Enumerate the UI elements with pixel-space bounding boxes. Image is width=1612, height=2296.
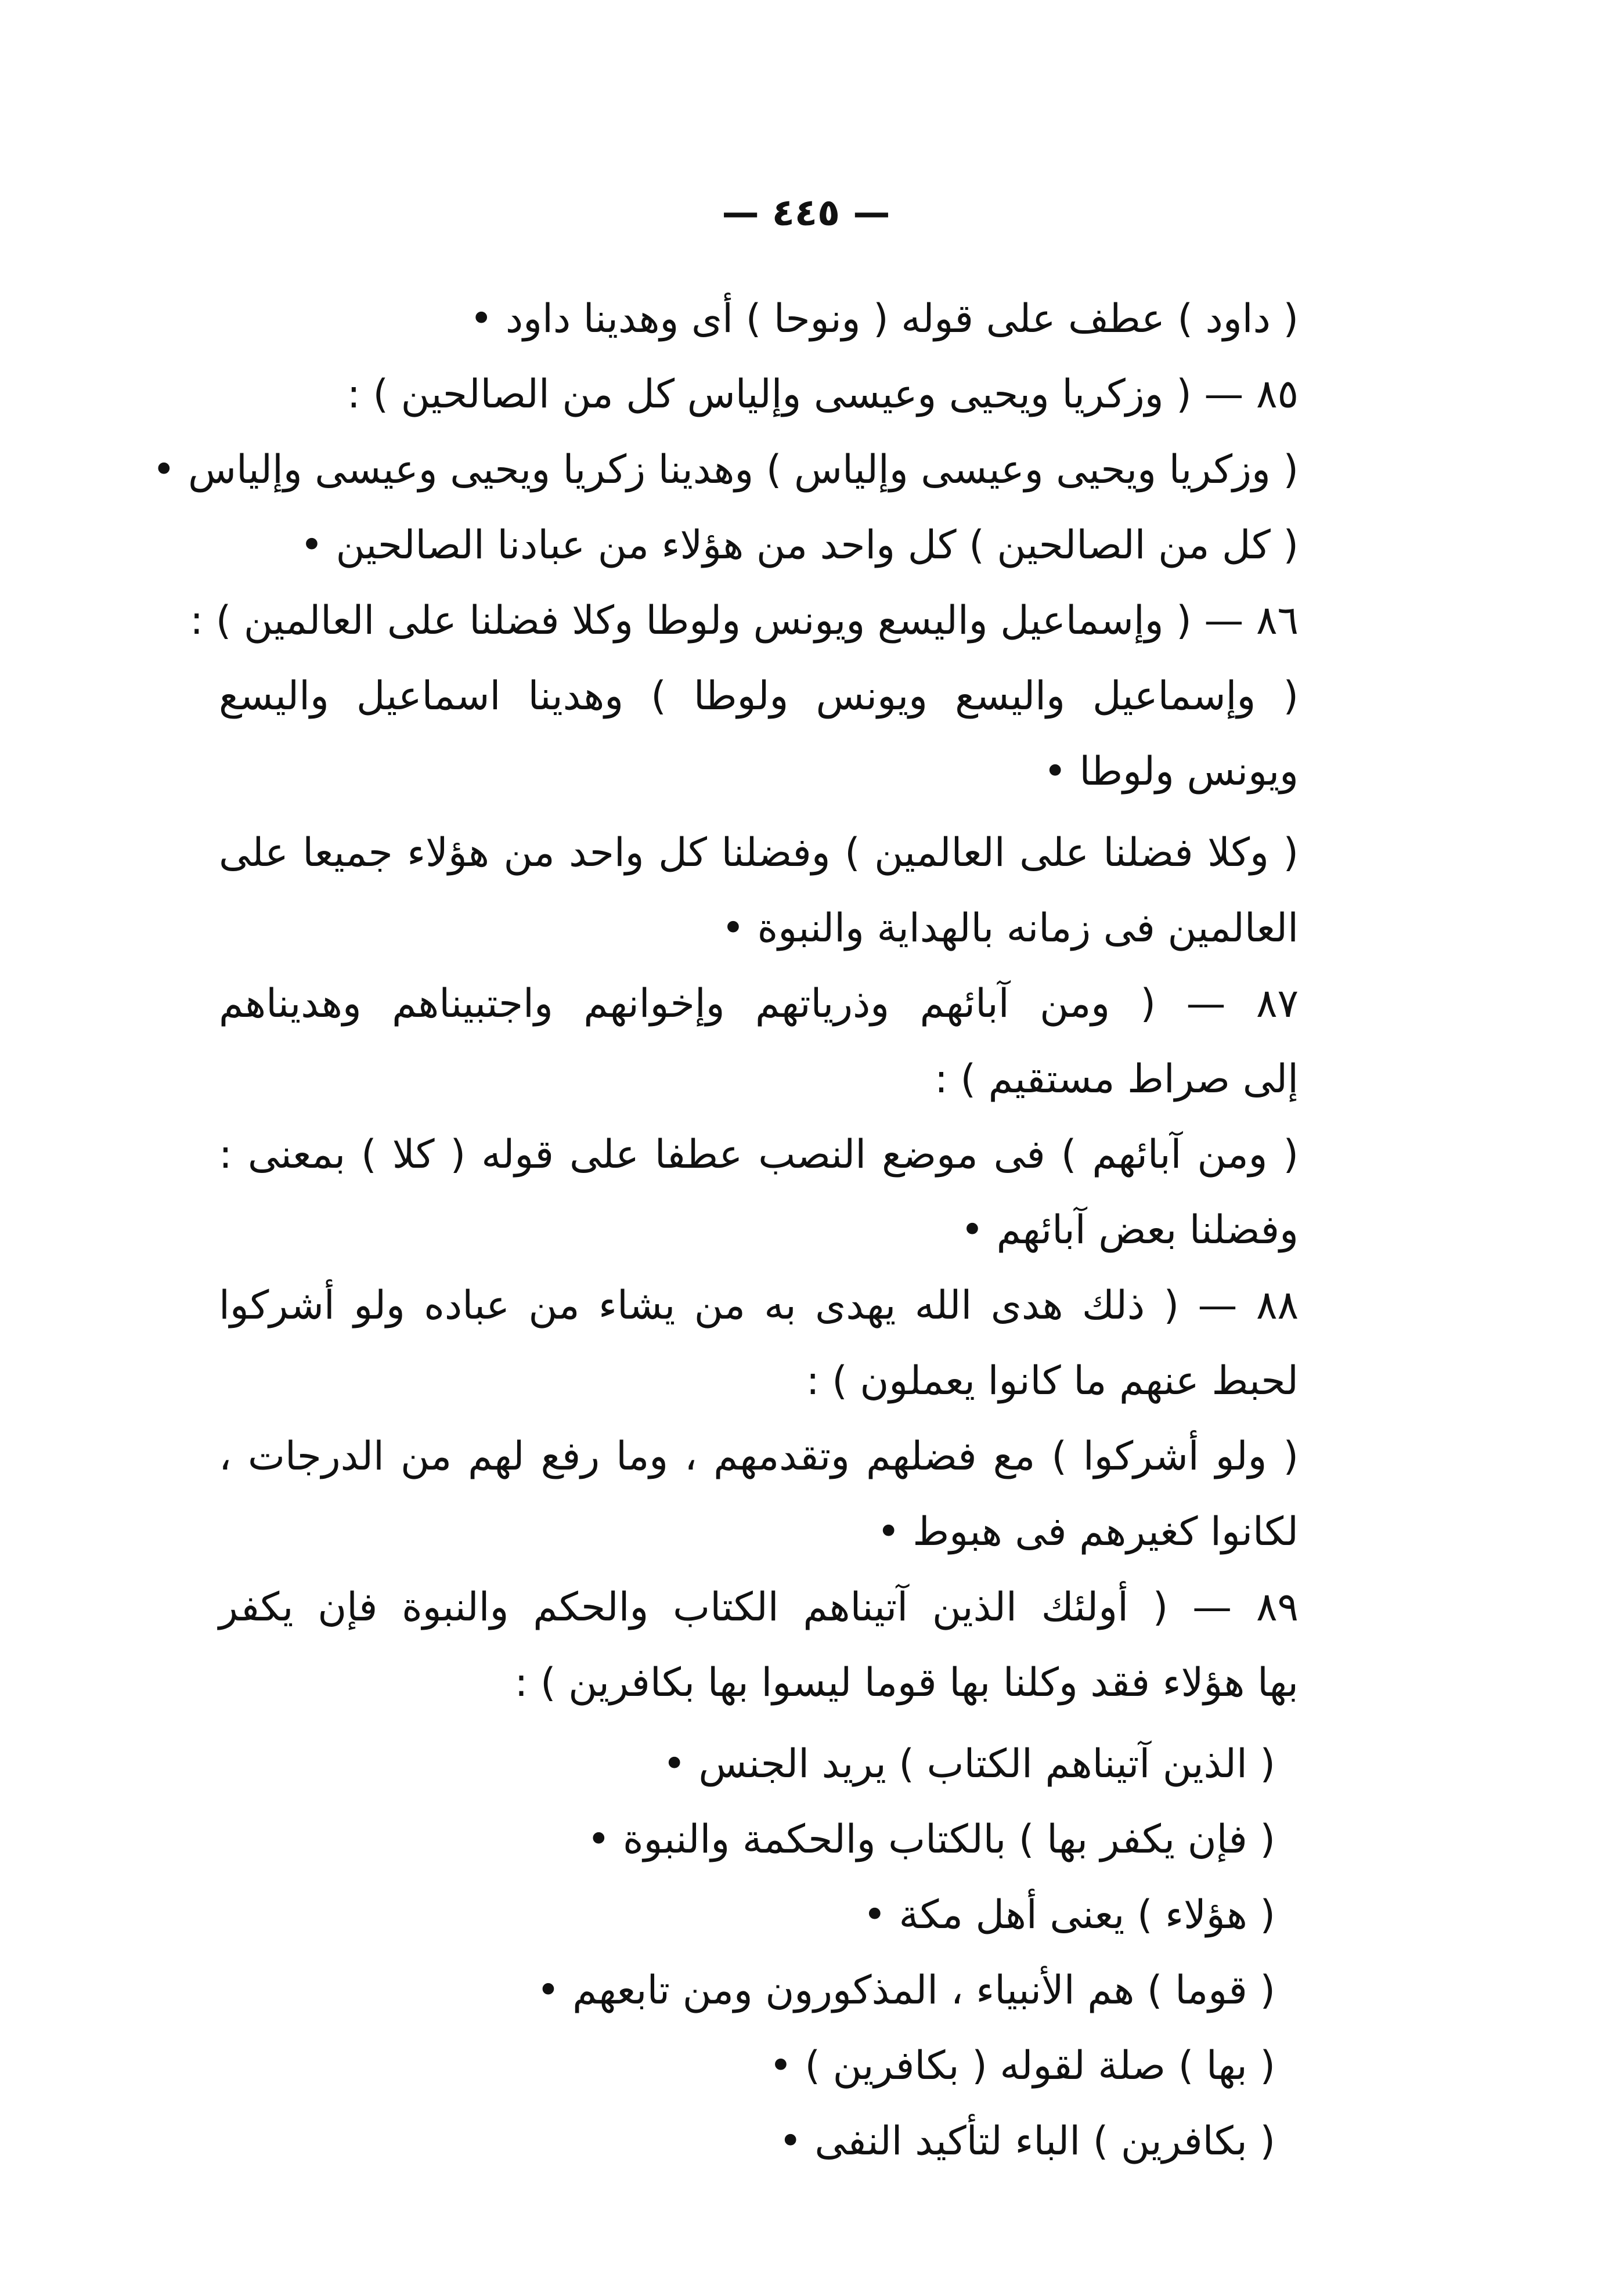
text-line: ( بكافرين ) الباء لتأكيد النفى • (778, 2118, 1275, 2164)
page-number: — ٤٤٥ — (722, 192, 890, 234)
text-line: ( كل من الصالحين ) كل واحد من هؤلاء من عبادنا الصالحين • (300, 522, 1299, 568)
text-line: إلى صراط مستقيم ) : (934, 1056, 1299, 1102)
text-line: ( وزكريا ويحيى وعيسى وإلياس ) وهدينا زكريا ويحيى وعيسى وإلياس • (152, 447, 1299, 493)
text-line: لكانوا كغيرهم فى هبوط • (877, 1509, 1299, 1555)
verse-heading-87: ٨٧ — ( ومن آبائهم وذرياتهم وإخوانهم واجتبيناهم وهديناهم (219, 981, 1299, 1027)
text-line: ( داود ) عطف على قوله ( ونوحا ) أى وهدينا داود • (470, 296, 1299, 342)
text-line: العالمين فى زمانه بالهداية والنبوة • (721, 905, 1299, 951)
verse-heading-85: ٨٥ — ( وزكريا ويحيى وعيسى وإلياس كل من الصالحين ) : (347, 371, 1299, 417)
text-line: ( ومن آبائهم ) فى موضع النصب عطفا على قوله ( كلا ) بمعنى : (219, 1132, 1299, 1178)
text-line: ( قوما ) هم الأنبياء ، المذكورون ومن تابعهم • (536, 1968, 1275, 2013)
text-line: ( وكلا فضلنا على العالمين ) وفضلنا كل واحد من هؤلاء جميعا على (219, 830, 1299, 876)
text-line: ( الذين آتيناهم الكتاب ) يريد الجنس • (662, 1741, 1275, 1787)
text-line: بها هؤلاء فقد وكلنا بها قوما ليسوا بها بكافرين ) : (514, 1660, 1299, 1706)
text-line: ويونس ولوطا • (1043, 749, 1299, 795)
verse-heading-86: ٨٦ — ( وإسماعيل واليسع ويونس ولوطا وكلا فضلنا على العالمين ) : (190, 598, 1299, 644)
text-line: ( وإسماعيل واليسع ويونس ولوطا ) وهدينا اسماعيل واليسع (219, 673, 1299, 719)
text-line: ( بها ) صلة لقوله ( بكافرين ) • (769, 2043, 1275, 2089)
text-line: وفضلنا بعض آبائهم • (960, 1207, 1299, 1253)
text-line: لحبط عنهم ما كانوا يعملون ) : (806, 1358, 1299, 1404)
text-line: ( هؤلاء ) يعنى أهل مكة • (863, 1892, 1275, 1938)
text-line: ( ولو أشركوا ) مع فضلهم وتقدمهم ، وما رفع لهم من الدرجات ، (219, 1434, 1299, 1479)
verse-heading-88: ٨٨ — ( ذلك هدى الله يهدى به من يشاء من عباده ولو أشركوا (219, 1283, 1299, 1328)
verse-heading-89: ٨٩ — ( أولئك الذين آتيناهم الكتاب والحكم والنبوة فإن يكفر (219, 1584, 1299, 1630)
text-line: ( فإن يكفر بها ) بالكتاب والحكمة والنبوة • (587, 1817, 1275, 1862)
